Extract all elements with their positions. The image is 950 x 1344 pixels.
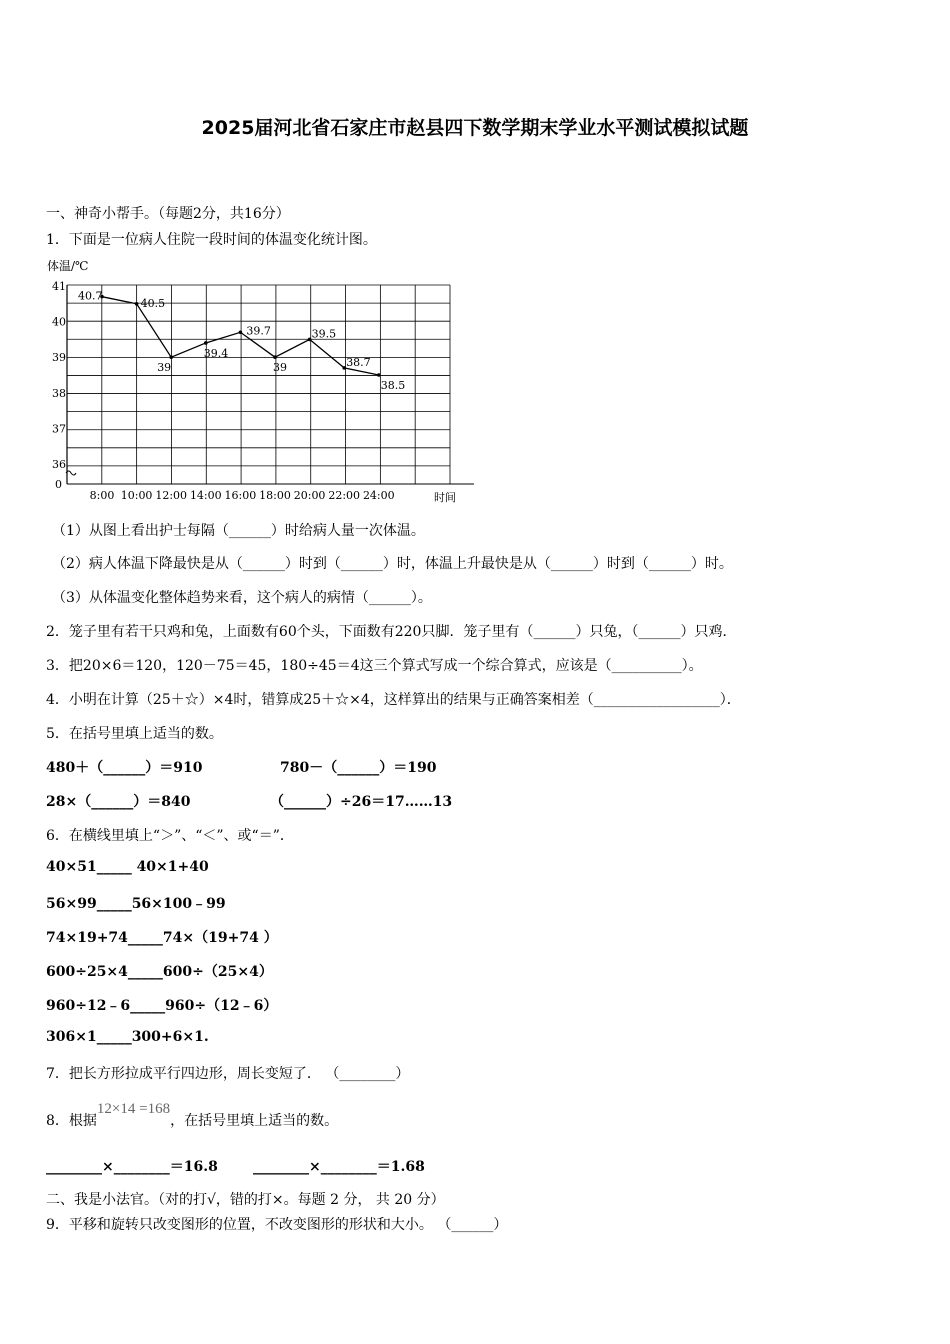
data-label: 39.5 (311, 327, 337, 341)
question-6-item: 56×99_____56×100﹣99 (46, 896, 226, 912)
data-point (169, 355, 173, 359)
data-label: 38.5 (380, 379, 406, 392)
chart-y-axis-label: 体温/℃ (47, 259, 89, 273)
question-8-prefix: 8．根据 (46, 1113, 97, 1129)
x-tick-label: 14:00 (189, 489, 222, 502)
y-tick-label: 0 (55, 478, 62, 491)
x-tick-label: 12:00 (155, 489, 188, 502)
x-tick-label: 24:00 (362, 489, 395, 502)
x-tick-label: 20:00 (293, 489, 326, 502)
question-2: 2．笼子里有若干只鸡和兔，上面数有60个头，下面数有220只脚．笼子里有（______）只兔，（______）只鸡． (46, 624, 737, 640)
y-tick-label: 38 (52, 386, 66, 400)
y-tick-label: 37 (52, 422, 66, 436)
data-point (377, 373, 381, 377)
data-label: 40.7 (78, 289, 103, 303)
section-1-heading: 一、神奇小帮手。（每题2分，共16分） (46, 206, 290, 222)
data-label: 39 (157, 361, 172, 375)
data-point (135, 302, 139, 306)
question-5-item-d: （______）÷26＝17……13 (270, 794, 453, 810)
question-8-suffix: ，在括号里填上适当的数。 (170, 1113, 339, 1129)
data-label: 39 (273, 361, 287, 375)
data-label: 39.7 (246, 324, 271, 338)
question-5-stem: 5．在括号里填上适当的数。 (46, 726, 223, 742)
question-9: 9．平移和旋转只改变图形的位置，不改变图形的形状和大小。 （______） (46, 1217, 508, 1233)
y-tick-label: 39 (52, 351, 66, 365)
question-6-item: 960÷12﹣6_____960÷（12﹣6） (46, 998, 278, 1014)
question-4: 4．小明在计算（25＋☆）×4时，错算成25＋☆×4，这样算出的结果与正确答案相差（__________________）． (46, 692, 741, 708)
data-point (273, 355, 277, 359)
data-label: 40.5 (140, 296, 166, 310)
chart-x-axis-label: 时间 (434, 491, 456, 504)
x-tick-label: 8:00 (89, 489, 115, 502)
question-6-item: 600÷25×4_____600÷（25×4） (46, 964, 273, 980)
x-tick-label: 16:00 (224, 489, 257, 502)
question-5-item-b: 780－（______）＝190 (280, 760, 437, 776)
x-tick-label: 22:00 (328, 489, 361, 502)
question-5-item-a: 480＋（______）＝910 (46, 760, 203, 776)
question-1-stem: 1．下面是一位病人住院一段时间的体温变化统计图。 (46, 232, 377, 248)
question-8-blank-a: ________×________＝16.8 (46, 1159, 218, 1175)
y-tick-label: 36 (52, 458, 66, 471)
temperature-line-chart (44, 255, 484, 505)
question-1-sub-2: （2）病人体温下降最快是从（______）时到（______）时，体温上升最快是从（______）时到（______）时。 (52, 556, 733, 572)
chart-x-ticks (90, 489, 395, 502)
question-3: 3．把20×6＝120，120－75＝45，180÷45＝4这三个算式写成一个综合算式，应该是（__________）。 (46, 658, 703, 674)
section-2-heading: 二、我是小法官。（对的打√，错的打×。每题 2 分， 共 20 分） (46, 1192, 445, 1208)
x-tick-label: 18:00 (259, 489, 291, 502)
question-6-item: 40×51_____ 40×1+40 (46, 859, 209, 875)
data-point (239, 330, 243, 334)
data-point (204, 341, 208, 345)
page-title: 2025届河北省石家庄市赵县四下数学期末学业水平测试模拟试题 (201, 117, 749, 139)
data-label: 38.7 (346, 355, 371, 369)
question-6-item: 306×1_____300+6×1. (46, 1029, 209, 1045)
question-8-blank-b: ________×________＝1.68 (253, 1159, 425, 1175)
y-tick-label: 41 (52, 280, 66, 293)
question-8-formula: 12×14 =168 (96, 1101, 171, 1117)
question-8-stem (46, 1101, 339, 1130)
data-label: 39.4 (203, 346, 229, 360)
x-tick-label: 10:00 (120, 489, 153, 502)
y-tick-label: 40 (52, 315, 66, 329)
question-6-item: 74×19+74_____74×（19+74 ） (46, 930, 278, 946)
question-1-sub-3: （3）从体温变化整体趋势来看，这个病人的病情（______）。 (52, 590, 432, 606)
question-5-item-c: 28×（______）＝840 (46, 794, 191, 810)
question-1-sub-1: （1）从图上看出护士每隔（______）时给病人量一次体温。 (52, 523, 425, 539)
chart-grid (67, 285, 474, 484)
question-6-stem: 6．在横线里填上“＞”、“＜”、或“＝”． (46, 828, 294, 844)
question-7: 7．把长方形拉成平行四边形，周长变短了． （________） (46, 1066, 410, 1082)
chart-y-ticks (52, 280, 66, 491)
chart-point-labels (78, 290, 405, 392)
